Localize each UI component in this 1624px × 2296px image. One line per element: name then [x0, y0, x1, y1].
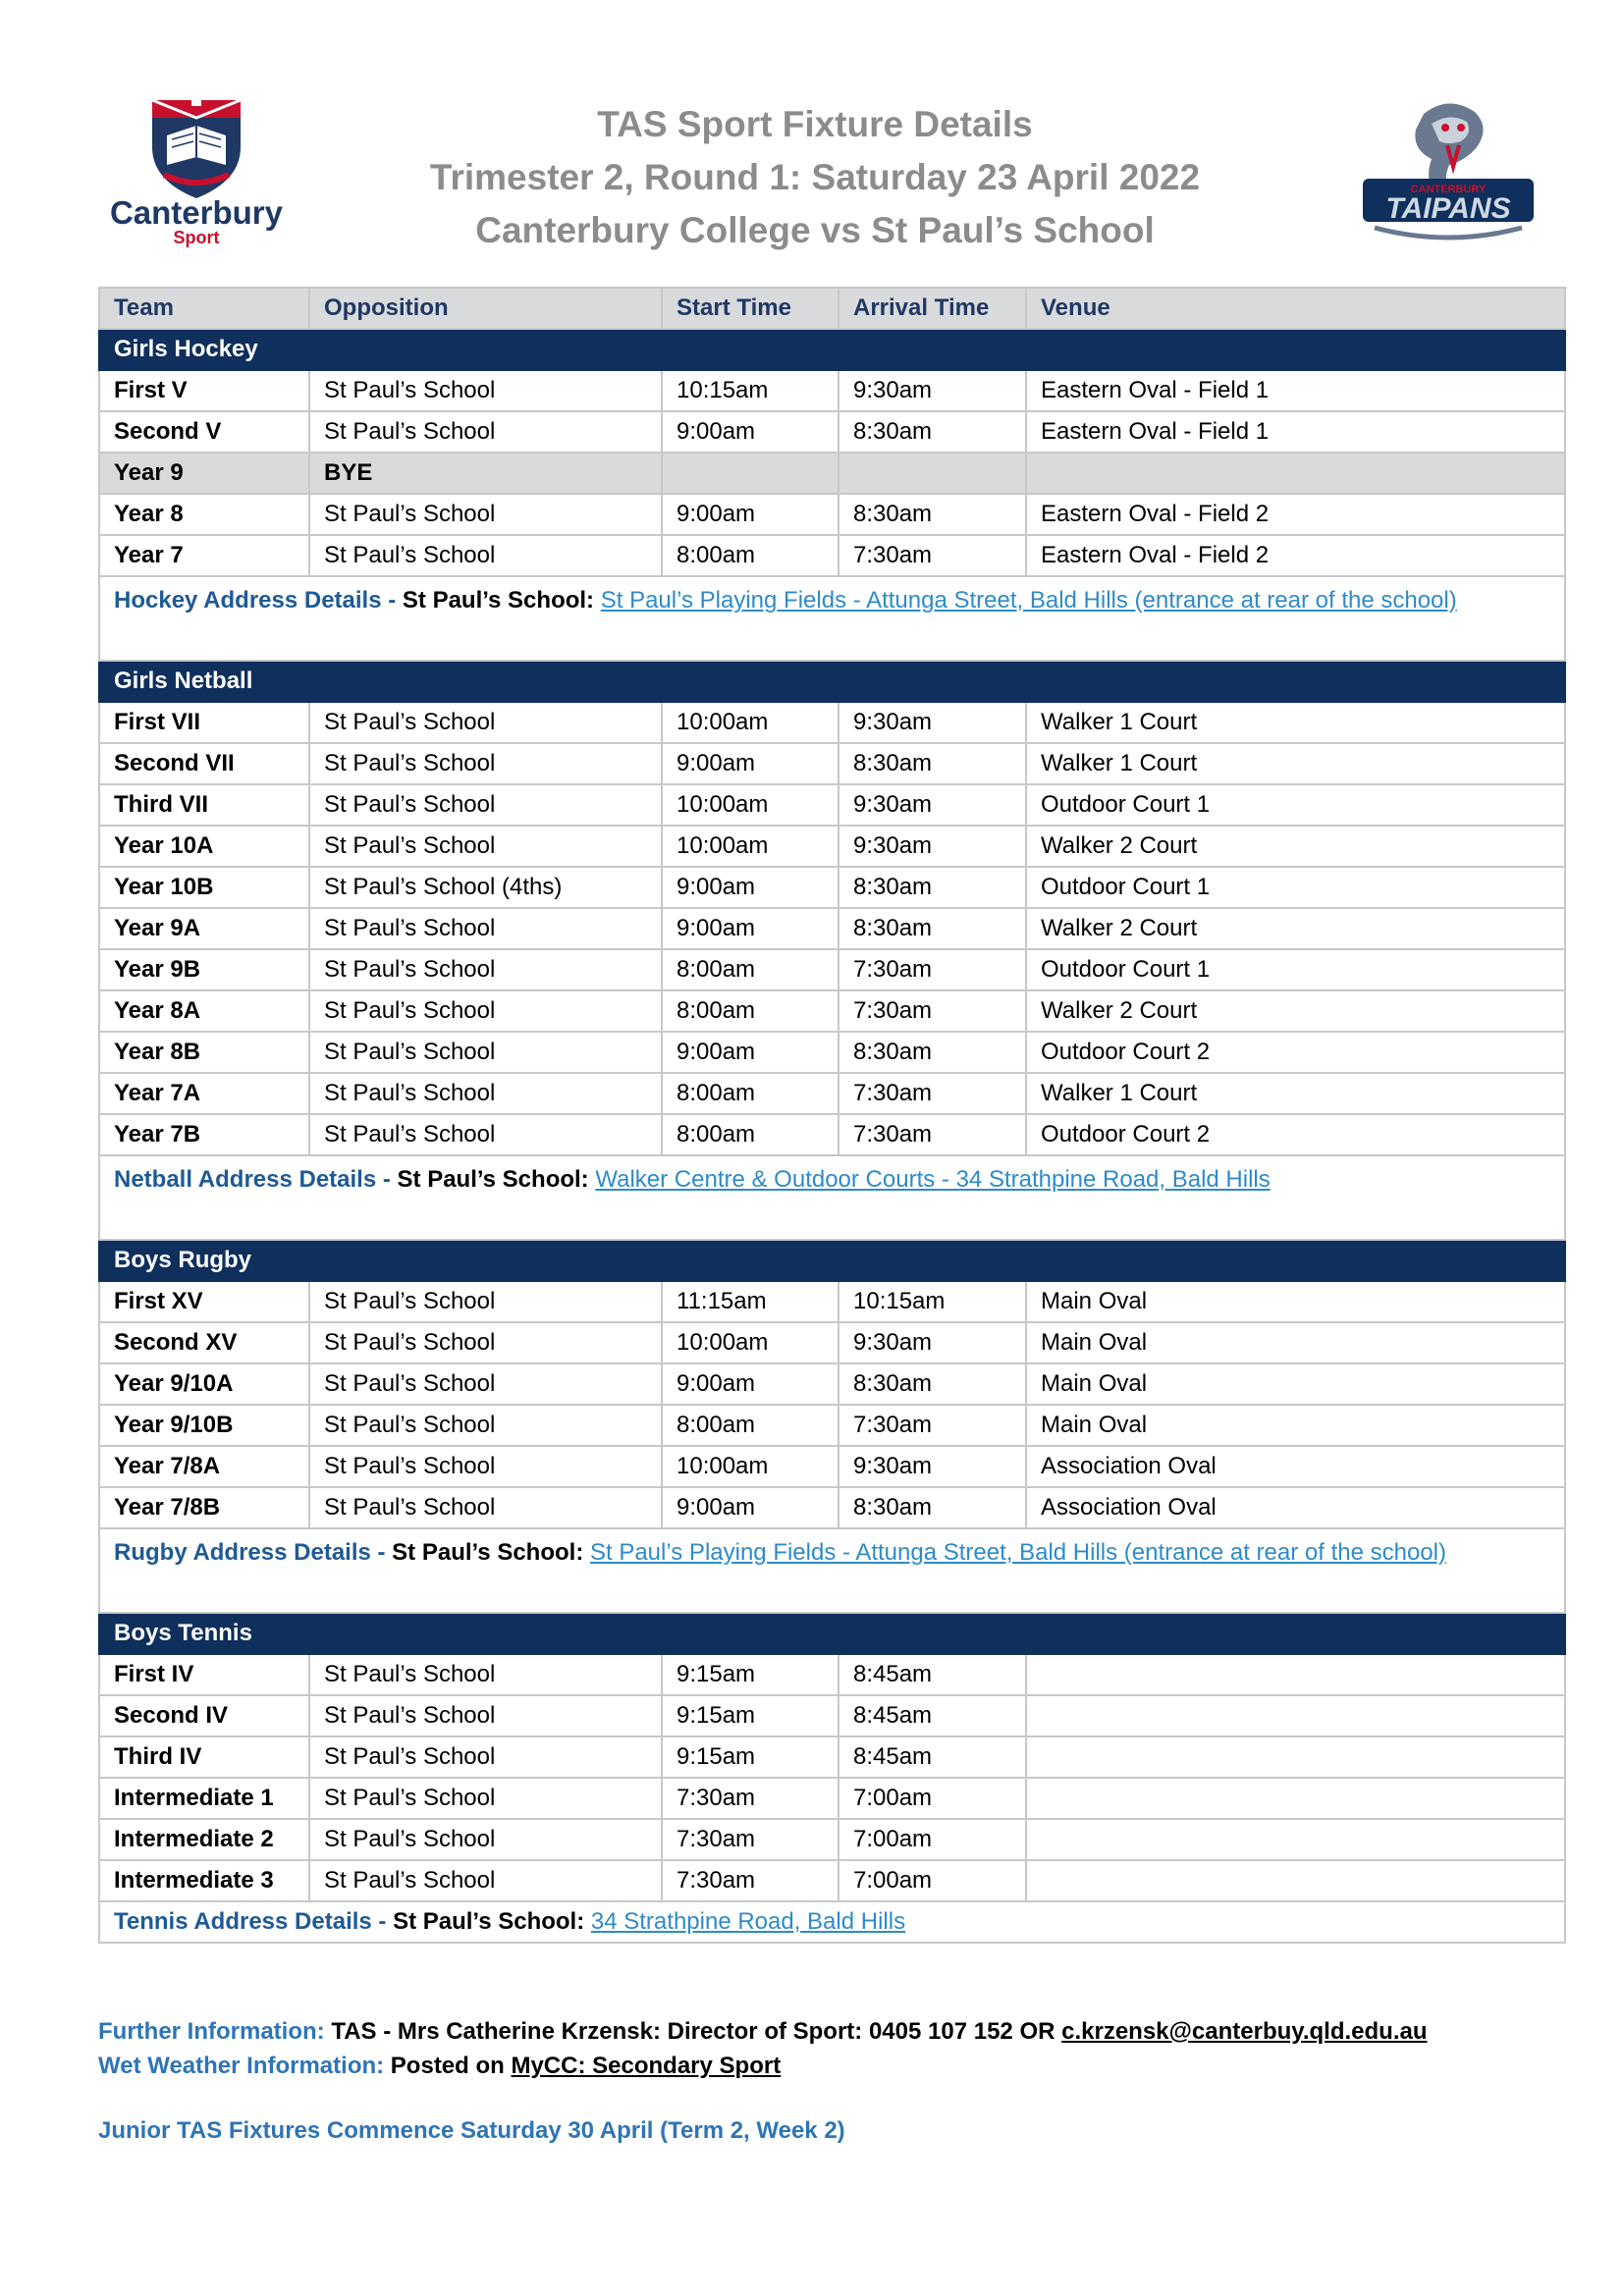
venue-cell — [1026, 1819, 1565, 1860]
arrival-time-cell: 9:30am — [839, 370, 1026, 411]
arrival-time-cell: 8:45am — [839, 1654, 1026, 1695]
venue-cell — [1026, 1778, 1565, 1819]
address-details-row — [99, 1901, 1565, 1943]
footer-info — [98, 2014, 1551, 2083]
start-time-cell: 8:00am — [662, 990, 839, 1032]
table-row — [99, 949, 1565, 990]
start-time-cell: 8:00am — [662, 535, 839, 576]
venue-cell — [1026, 453, 1565, 494]
section-title: Girls Netball — [99, 661, 1565, 702]
fixture-table — [98, 287, 1566, 1944]
venue-cell: Outdoor Court 2 — [1026, 1114, 1565, 1155]
team-cell: Intermediate 2 — [99, 1819, 309, 1860]
opposition-cell: St Paul’s School — [309, 702, 662, 743]
right-logo-sub: CANTERBURY — [1410, 184, 1487, 195]
team-cell: Intermediate 1 — [99, 1778, 309, 1819]
start-time-cell: 8:00am — [662, 949, 839, 990]
arrival-time-cell — [839, 453, 1026, 494]
opposition-cell: St Paul’s School — [309, 535, 662, 576]
arrival-time-cell: 9:30am — [839, 784, 1026, 826]
opposition-cell: St Paul’s School — [309, 1654, 662, 1695]
venue-cell: Main Oval — [1026, 1322, 1565, 1363]
canterbury-crest-logo — [98, 96, 295, 253]
team-cell: Year 9B — [99, 949, 309, 990]
table-row — [99, 1363, 1565, 1405]
section-title: Boys Rugby — [99, 1240, 1565, 1281]
venue-cell: Walker 1 Court — [1026, 743, 1565, 784]
team-cell: Year 9/10B — [99, 1405, 309, 1446]
address-school: St Paul’s School: — [402, 587, 601, 614]
start-time-cell: 10:15am — [662, 370, 839, 411]
left-logo-name: Canterbury — [109, 194, 284, 231]
team-cell: Year 9 — [99, 453, 309, 494]
arrival-time-cell: 7:00am — [839, 1860, 1026, 1901]
column-header-team: Team — [99, 288, 309, 329]
arrival-time-cell: 8:30am — [839, 908, 1026, 949]
table-row — [99, 990, 1565, 1032]
arrival-time-cell: 8:30am — [839, 494, 1026, 535]
address-link[interactable]: St Paul’s Playing Fields - Attunga Street, Bald Hills (entrance at rear of the school) — [600, 587, 1457, 614]
venue-cell: Association Oval — [1026, 1487, 1565, 1528]
table-row — [99, 826, 1565, 867]
start-time-cell: 10:00am — [662, 702, 839, 743]
arrival-time-cell: 9:30am — [839, 702, 1026, 743]
venue-cell — [1026, 1860, 1565, 1901]
table-row — [99, 1695, 1565, 1736]
address-label: Rugby Address Details - — [114, 1539, 393, 1566]
table-row — [99, 1819, 1565, 1860]
opposition-cell: BYE — [309, 453, 662, 494]
left-logo-sub: Sport — [173, 228, 220, 247]
section-header-row — [99, 1613, 1565, 1654]
table-row — [99, 867, 1565, 908]
opposition-cell: St Paul’s School — [309, 1736, 662, 1778]
arrival-time-cell: 7:30am — [839, 1073, 1026, 1114]
venue-cell: Outdoor Court 1 — [1026, 949, 1565, 990]
address-label: Tennis Address Details - — [114, 1908, 394, 1935]
table-row — [99, 1405, 1565, 1446]
junior-fixtures-notice: Junior TAS Fixtures Commence Saturday 30 April (Term 2, Week 2) — [98, 2117, 845, 2144]
venue-cell: Main Oval — [1026, 1281, 1565, 1322]
address-details-cell — [99, 1901, 1565, 1943]
address-label: Hockey Address Details - — [114, 587, 403, 614]
venue-cell: Walker 1 Court — [1026, 1073, 1565, 1114]
team-cell: First V — [99, 370, 309, 411]
table-row — [99, 453, 1565, 494]
table-row — [99, 1860, 1565, 1901]
wet-weather-label: Wet Weather Information: — [98, 2053, 391, 2079]
team-cell: Year 9/10A — [99, 1363, 309, 1405]
address-link[interactable]: 34 Strathpine Road, Bald Hills — [590, 1908, 906, 1935]
right-logo-name: TAIPANS — [1385, 192, 1511, 225]
table-row — [99, 411, 1565, 453]
arrival-time-cell: 7:30am — [839, 535, 1026, 576]
team-cell: Year 7A — [99, 1073, 309, 1114]
column-header-start-time: Start Time — [662, 288, 839, 329]
opposition-cell: St Paul’s School — [309, 784, 662, 826]
team-cell: Year 10B — [99, 867, 309, 908]
start-time-cell: 10:00am — [662, 784, 839, 826]
start-time-cell: 9:00am — [662, 494, 839, 535]
opposition-cell: St Paul’s School — [309, 1363, 662, 1405]
opposition-cell: St Paul’s School — [309, 1032, 662, 1073]
team-cell: Second VII — [99, 743, 309, 784]
page-title — [373, 98, 1257, 257]
wet-weather-text: Posted on — [390, 2053, 512, 2079]
arrival-time-cell: 9:30am — [839, 1446, 1026, 1487]
address-link[interactable]: St Paul’s Playing Fields - Attunga Street, Bald Hills (entrance at rear of the school) — [589, 1539, 1446, 1566]
start-time-cell: 7:30am — [662, 1819, 839, 1860]
section-header-row — [99, 661, 1565, 702]
arrival-time-cell: 8:30am — [839, 743, 1026, 784]
column-header-arrival-time: Arrival Time — [839, 288, 1026, 329]
venue-cell: Eastern Oval - Field 1 — [1026, 411, 1565, 453]
venue-cell — [1026, 1654, 1565, 1695]
opposition-cell: St Paul’s School — [309, 1819, 662, 1860]
arrival-time-cell: 8:30am — [839, 411, 1026, 453]
mycc-secondary-sport-link[interactable]: MyCC: Secondary Sport — [511, 2053, 782, 2079]
venue-cell: Walker 1 Court — [1026, 702, 1565, 743]
start-time-cell: 7:30am — [662, 1860, 839, 1901]
table-row — [99, 743, 1565, 784]
address-details-cell — [99, 1155, 1565, 1240]
address-school: St Paul’s School: — [392, 1539, 590, 1566]
team-cell: Year 7 — [99, 535, 309, 576]
venue-cell: Walker 2 Court — [1026, 826, 1565, 867]
column-header-venue: Venue — [1026, 288, 1565, 329]
start-time-cell: 9:15am — [662, 1654, 839, 1695]
table-row — [99, 908, 1565, 949]
contact-email-link[interactable]: c.krzensk@canterbuy.qld.edu.au — [1061, 2018, 1428, 2045]
start-time-cell: 9:00am — [662, 1487, 839, 1528]
table-row — [99, 1487, 1565, 1528]
venue-cell: Eastern Oval - Field 2 — [1026, 494, 1565, 535]
team-cell: Year 7/8A — [99, 1446, 309, 1487]
venue-cell: Main Oval — [1026, 1405, 1565, 1446]
team-cell: First VII — [99, 702, 309, 743]
opposition-cell: St Paul’s School — [309, 1281, 662, 1322]
address-details-cell — [99, 1528, 1565, 1613]
venue-cell: Walker 2 Court — [1026, 990, 1565, 1032]
team-cell: Year 9A — [99, 908, 309, 949]
arrival-time-cell: 9:30am — [839, 826, 1026, 867]
team-cell: First IV — [99, 1654, 309, 1695]
further-information-text: TAS - Mrs Catherine Krzensk: Director of Sport: 0405 107 152 OR — [331, 2018, 1062, 2045]
team-cell: Year 7B — [99, 1114, 309, 1155]
address-details-cell — [99, 576, 1565, 661]
title-line-3: Canterbury College vs St Paul’s School — [475, 210, 1155, 250]
title-line-1: TAS Sport Fixture Details — [597, 104, 1033, 144]
further-information-line — [98, 2014, 1551, 2049]
opposition-cell: St Paul’s School — [309, 411, 662, 453]
table-row — [99, 1032, 1565, 1073]
team-cell: Year 8 — [99, 494, 309, 535]
wet-weather-line — [98, 2049, 1551, 2083]
arrival-time-cell: 8:45am — [839, 1695, 1026, 1736]
section-title: Girls Hockey — [99, 329, 1565, 370]
arrival-time-cell: 7:30am — [839, 1114, 1026, 1155]
opposition-cell: St Paul’s School — [309, 949, 662, 990]
opposition-cell: St Paul’s School — [309, 1695, 662, 1736]
address-label: Netball Address Details - — [114, 1166, 398, 1193]
venue-cell: Walker 2 Court — [1026, 908, 1565, 949]
venue-cell: Outdoor Court 1 — [1026, 784, 1565, 826]
opposition-cell: St Paul’s School — [309, 1322, 662, 1363]
team-cell: Intermediate 3 — [99, 1860, 309, 1901]
team-cell: Year 10A — [99, 826, 309, 867]
team-cell: Year 7/8B — [99, 1487, 309, 1528]
further-information-label: Further Information: — [98, 2018, 332, 2045]
start-time-cell: 9:00am — [662, 867, 839, 908]
team-cell: Second V — [99, 411, 309, 453]
team-cell: Third IV — [99, 1736, 309, 1778]
start-time-cell: 10:00am — [662, 826, 839, 867]
arrival-time-cell: 7:30am — [839, 990, 1026, 1032]
address-school: St Paul’s School: — [397, 1166, 596, 1193]
start-time-cell: 7:30am — [662, 1778, 839, 1819]
table-row — [99, 1446, 1565, 1487]
team-cell: Year 8A — [99, 990, 309, 1032]
table-row — [99, 494, 1565, 535]
address-details-row — [99, 576, 1565, 661]
table-row — [99, 370, 1565, 411]
opposition-cell: St Paul’s School — [309, 1487, 662, 1528]
arrival-time-cell: 9:30am — [839, 1322, 1026, 1363]
table-row — [99, 1114, 1565, 1155]
opposition-cell: St Paul’s School — [309, 494, 662, 535]
opposition-cell: St Paul’s School — [309, 1446, 662, 1487]
team-cell: Third VII — [99, 784, 309, 826]
table-row — [99, 1736, 1565, 1778]
start-time-cell: 9:00am — [662, 1363, 839, 1405]
arrival-time-cell: 10:15am — [839, 1281, 1026, 1322]
venue-cell: Outdoor Court 2 — [1026, 1032, 1565, 1073]
arrival-time-cell: 8:30am — [839, 1487, 1026, 1528]
arrival-time-cell: 8:30am — [839, 1363, 1026, 1405]
address-link[interactable]: Walker Centre & Outdoor Courts - 34 Strathpine Road, Bald Hills — [595, 1166, 1271, 1193]
team-cell: Second XV — [99, 1322, 309, 1363]
venue-cell: Main Oval — [1026, 1363, 1565, 1405]
team-cell: First XV — [99, 1281, 309, 1322]
arrival-time-cell: 7:00am — [839, 1819, 1026, 1860]
start-time-cell: 9:00am — [662, 1032, 839, 1073]
venue-cell: Eastern Oval - Field 2 — [1026, 535, 1565, 576]
address-school: St Paul’s School: — [393, 1908, 591, 1935]
arrival-time-cell: 7:30am — [839, 949, 1026, 990]
table-row — [99, 702, 1565, 743]
table-row — [99, 535, 1565, 576]
table-row — [99, 1281, 1565, 1322]
column-header-opposition: Opposition — [309, 288, 662, 329]
start-time-cell: 11:15am — [662, 1281, 839, 1322]
table-row — [99, 1322, 1565, 1363]
start-time-cell: 9:15am — [662, 1736, 839, 1778]
table-row — [99, 1654, 1565, 1695]
opposition-cell: St Paul’s School — [309, 370, 662, 411]
table-row — [99, 1073, 1565, 1114]
venue-cell: Association Oval — [1026, 1446, 1565, 1487]
opposition-cell: St Paul’s School — [309, 826, 662, 867]
opposition-cell: St Paul’s School — [309, 1778, 662, 1819]
venue-cell: Eastern Oval - Field 1 — [1026, 370, 1565, 411]
start-time-cell: 9:00am — [662, 411, 839, 453]
venue-cell — [1026, 1736, 1565, 1778]
opposition-cell: St Paul’s School — [309, 1114, 662, 1155]
table-row — [99, 1778, 1565, 1819]
opposition-cell: St Paul’s School — [309, 1073, 662, 1114]
arrival-time-cell: 8:30am — [839, 1032, 1026, 1073]
arrival-time-cell: 8:45am — [839, 1736, 1026, 1778]
taipans-snake-logo — [1355, 94, 1542, 251]
fixture-body — [99, 329, 1565, 1943]
start-time-cell: 8:00am — [662, 1405, 839, 1446]
venue-cell — [1026, 1695, 1565, 1736]
arrival-time-cell: 7:30am — [839, 1405, 1026, 1446]
address-details-row — [99, 1155, 1565, 1240]
section-title: Boys Tennis — [99, 1613, 1565, 1654]
start-time-cell: 10:00am — [662, 1446, 839, 1487]
title-line-2: Trimester 2, Round 1: Saturday 23 April 2022 — [429, 157, 1201, 197]
opposition-cell: St Paul’s School — [309, 990, 662, 1032]
team-cell: Second IV — [99, 1695, 309, 1736]
page-header — [0, 0, 1624, 275]
arrival-time-cell: 7:00am — [839, 1778, 1026, 1819]
opposition-cell: St Paul’s School — [309, 1860, 662, 1901]
start-time-cell: 9:00am — [662, 908, 839, 949]
start-time-cell: 8:00am — [662, 1114, 839, 1155]
start-time-cell — [662, 453, 839, 494]
start-time-cell: 9:15am — [662, 1695, 839, 1736]
start-time-cell: 10:00am — [662, 1322, 839, 1363]
venue-cell: Outdoor Court 1 — [1026, 867, 1565, 908]
opposition-cell: St Paul’s School — [309, 908, 662, 949]
address-details-row — [99, 1528, 1565, 1613]
section-header-row — [99, 329, 1565, 370]
start-time-cell: 9:00am — [662, 743, 839, 784]
arrival-time-cell: 8:30am — [839, 867, 1026, 908]
opposition-cell: St Paul’s School — [309, 1405, 662, 1446]
start-time-cell: 8:00am — [662, 1073, 839, 1114]
opposition-cell: St Paul’s School — [309, 743, 662, 784]
table-header-row — [99, 288, 1565, 329]
table-row — [99, 784, 1565, 826]
team-cell: Year 8B — [99, 1032, 309, 1073]
section-header-row — [99, 1240, 1565, 1281]
opposition-cell: St Paul’s School (4ths) — [309, 867, 662, 908]
